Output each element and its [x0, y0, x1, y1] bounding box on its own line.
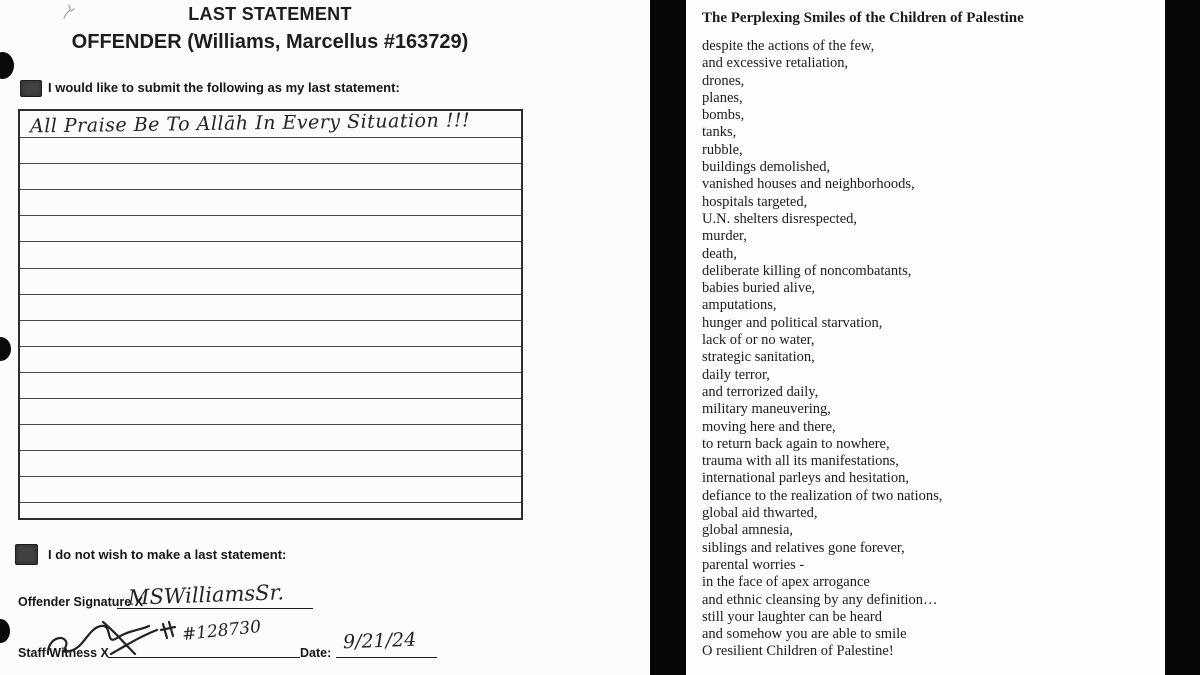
poem-line: despite the actions of the few,: [702, 38, 875, 54]
hole-punch-mark: [0, 619, 10, 643]
poem-line: global aid thwarted,: [702, 505, 818, 522]
poem-line: daily terror,: [702, 366, 770, 383]
staff-witness-label: Staff Witness X: [18, 646, 109, 660]
poem-line: O resilient Children of Palestine!: [702, 643, 894, 660]
statement-box: [18, 109, 523, 520]
ruled-line: [20, 398, 521, 399]
poem-line: defiance to the realization of two nations,: [702, 487, 943, 504]
poem-body: [702, 38, 1152, 661]
submit-statement-label: I would like to submit the following as my last statement:: [48, 80, 400, 95]
poem-line: still your laughter can be heard: [702, 608, 882, 625]
poem-line: buildings demolished,: [702, 159, 831, 176]
poem-line: and somehow you are able to smile: [702, 626, 907, 643]
poem-line: death,: [702, 245, 738, 262]
ruled-line: [20, 163, 521, 164]
poem-line: siblings and relatives gone forever,: [702, 539, 905, 556]
poem-line: hospitals targeted,: [702, 193, 808, 210]
ruled-line: [20, 372, 521, 373]
ruled-line: [20, 189, 521, 190]
poem-line: in the face of apex arrogance: [702, 574, 870, 591]
scan-black-bar-left: [650, 0, 686, 675]
date-label: Date:: [300, 646, 332, 660]
poem-line: to return back again to nowhere,: [702, 435, 890, 452]
ruled-line: [20, 320, 521, 321]
ruled-line: [20, 346, 521, 347]
poem-title: The Perplexing Smiles of the Children of Palestine: [702, 10, 1024, 26]
poem-line: bombs,: [702, 107, 745, 124]
poem-line: babies buried alive,: [702, 280, 816, 297]
date-handwriting: 9/21/24: [342, 628, 417, 654]
poem-line: vanished houses and neighborhoods,: [702, 176, 915, 193]
poem-line: tanks,: [702, 124, 737, 141]
ruled-line: [20, 476, 521, 477]
poem-line: amputations,: [702, 297, 777, 314]
offender-signature-handwriting: MSWilliamsSr.: [127, 580, 285, 610]
poem-line: murder,: [702, 228, 747, 245]
form-title: LAST STATEMENT: [188, 4, 352, 24]
date-line: [336, 657, 437, 658]
poem-line: and terrorized daily,: [702, 383, 819, 400]
staff-witness-signature-scrawl: [45, 616, 185, 660]
poem-line: planes,: [702, 89, 743, 106]
poem-line: trauma with all its manifestations,: [702, 453, 899, 470]
poem-line: parental worries -: [702, 556, 805, 573]
poem-line: U.N. shelters disrespected,: [702, 210, 858, 227]
submit-statement-checkbox: [20, 80, 42, 97]
hole-punch-mark: [0, 52, 14, 79]
ruled-line: [20, 268, 521, 269]
poem-line: drones,: [702, 72, 745, 89]
poem-line: moving here and there,: [702, 418, 836, 435]
poem-line: military maneuvering,: [702, 401, 831, 418]
poem-line: strategic sanitation,: [702, 349, 815, 366]
offender-signature-label: Offender Signature X: [18, 595, 144, 609]
form-subtitle-offender-name: OFFENDER (Williams, Marcellus #163729): [71, 31, 469, 53]
poem-line: deliberate killing of noncombatants,: [702, 262, 912, 279]
ruled-line: [20, 241, 521, 242]
ruled-line: [20, 450, 521, 451]
poem-line: lack of or no water,: [702, 332, 815, 349]
poem-line: and excessive retaliation,: [702, 55, 849, 72]
poem-line: hunger and political starvation,: [702, 314, 883, 331]
ruled-line: [20, 137, 521, 138]
ruled-line: [20, 424, 521, 425]
ruled-line: [20, 502, 521, 503]
ruled-line: [20, 294, 521, 295]
ruled-line: [20, 215, 521, 216]
poem-line: and ethnic cleansing by any definition…: [702, 591, 938, 608]
poem-page: [686, 0, 1165, 675]
decline-statement-label: I do not wish to make a last statement:: [48, 547, 287, 562]
poem-line: international parleys and hesitation,: [702, 470, 909, 487]
poem-line: global amnesia,: [702, 522, 794, 539]
staff-witness-badge-handwriting: #128730: [181, 616, 262, 646]
poem-line: rubble,: [702, 141, 743, 158]
scan-black-bar-right: [1165, 0, 1200, 675]
handwritten-last-statement: All Praise Be To Allāh In Every Situation !!!: [29, 109, 471, 138]
hole-punch-mark: [0, 337, 11, 361]
decline-statement-checkbox: [15, 544, 38, 565]
